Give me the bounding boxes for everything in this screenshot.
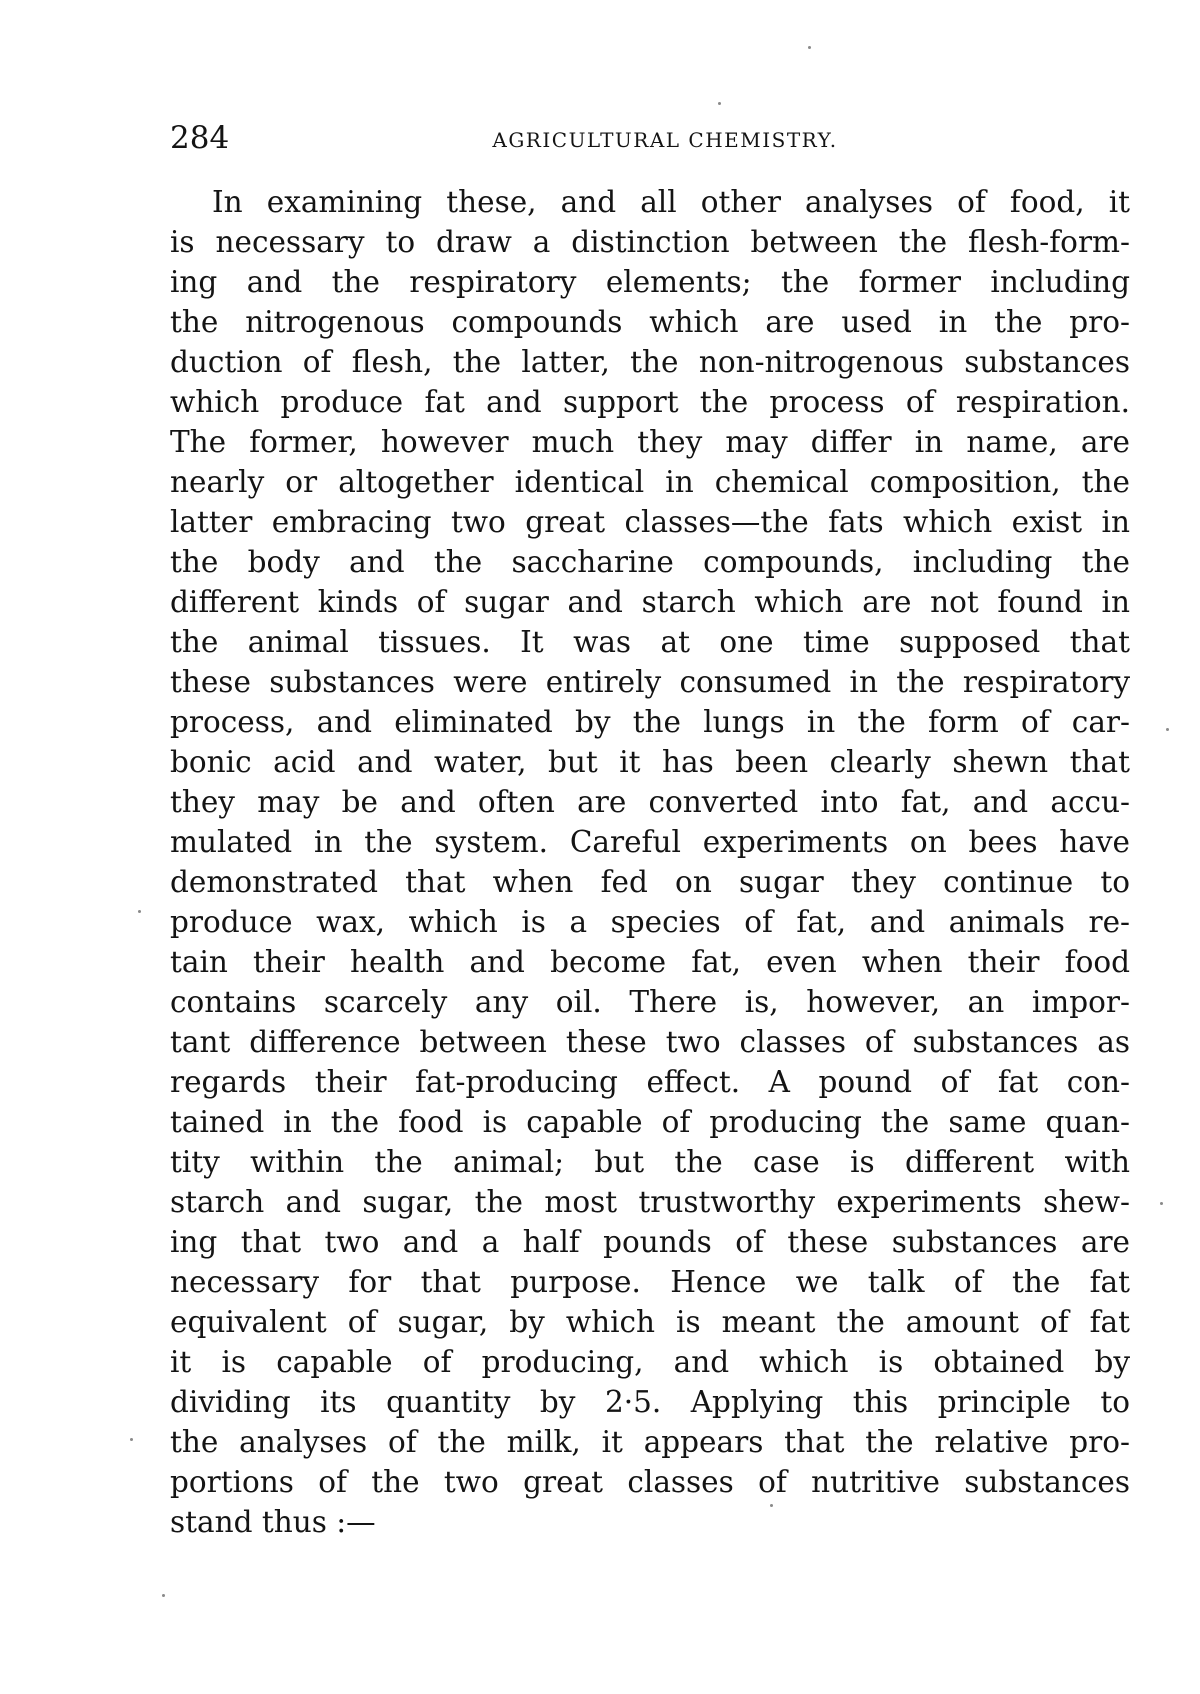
text-line: tant difference between these two classes of substances as [170,1025,1130,1059]
print-speck [718,102,721,105]
text-line: portions of the two great classes of nutritive substances [170,1465,1130,1499]
running-title: AGRICULTURAL CHEMISTRY. [492,128,838,152]
text-line: is necessary to draw a distinction between the flesh-form- [170,225,1130,259]
text-line: necessary for that purpose. Hence we talk of the fat [170,1265,1130,1299]
text-line: the nitrogenous compounds which are used in the pro- [170,305,1130,339]
text-line: nearly or altogether identical in chemical composition, the [170,465,1130,499]
print-speck [162,1594,165,1597]
print-speck [1160,1202,1163,1205]
text-line: tained in the food is capable of producing the same quan- [170,1105,1130,1139]
print-speck [770,1504,773,1507]
text-line: dividing its quantity by 2·5. Applying this principle to [170,1385,1130,1419]
body-paragraph [170,182,1130,1542]
text-line: tity within the animal; but the case is different with [170,1145,1130,1179]
text-line: latter embracing two great classes—the fats which exist in [170,505,1130,539]
text-line: ing that two and a half pounds of these substances are [170,1225,1130,1259]
print-speck [138,910,141,913]
text-line: the body and the saccharine compounds, including the [170,545,1130,579]
text-line: demonstrated that when fed on sugar they continue to [170,865,1130,899]
print-speck [130,1438,133,1441]
text-line: it is capable of producing, and which is obtained by [170,1345,1130,1379]
text-line: contains scarcely any oil. There is, however, an impor- [170,985,1130,1019]
text-line: starch and sugar, the most trustworthy experiments shew- [170,1185,1130,1219]
print-speck [1166,728,1169,731]
text-line: ing and the respiratory elements; the former including [170,265,1130,299]
text-line: the analyses of the milk, it appears that the relative pro- [170,1425,1130,1459]
text-line: regards their fat-producing effect. A pound of fat con- [170,1065,1130,1099]
text-line: duction of flesh, the latter, the non-nitrogenous substances [170,345,1130,379]
print-speck [808,46,811,49]
text-line: different kinds of sugar and starch which are not found in [170,585,1130,619]
text-line: which produce fat and support the process of respiration. [170,385,1130,419]
page-number: 284 [170,120,230,156]
text-line: tain their health and become fat, even when their food [170,945,1130,979]
text-line: produce wax, which is a species of fat, and animals re- [170,905,1130,939]
text-line: they may be and often are converted into fat, and accu- [170,785,1130,819]
text-line: equivalent of sugar, by which is meant the amount of fat [170,1305,1130,1339]
text-line: In examining these, and all other analyses of food, it [212,185,1130,219]
text-line: the animal tissues. It was at one time supposed that [170,625,1130,659]
text-line: process, and eliminated by the lungs in the form of car- [170,705,1130,739]
page-header [170,118,1160,158]
text-line: The former, however much they may differ in name, are [170,425,1130,459]
text-line: stand thus :— [170,1505,376,1539]
text-line: mulated in the system. Careful experiments on bees have [170,825,1130,859]
text-line: bonic acid and water, but it has been clearly shewn that [170,745,1130,779]
text-line: these substances were entirely consumed in the respiratory [170,665,1130,699]
